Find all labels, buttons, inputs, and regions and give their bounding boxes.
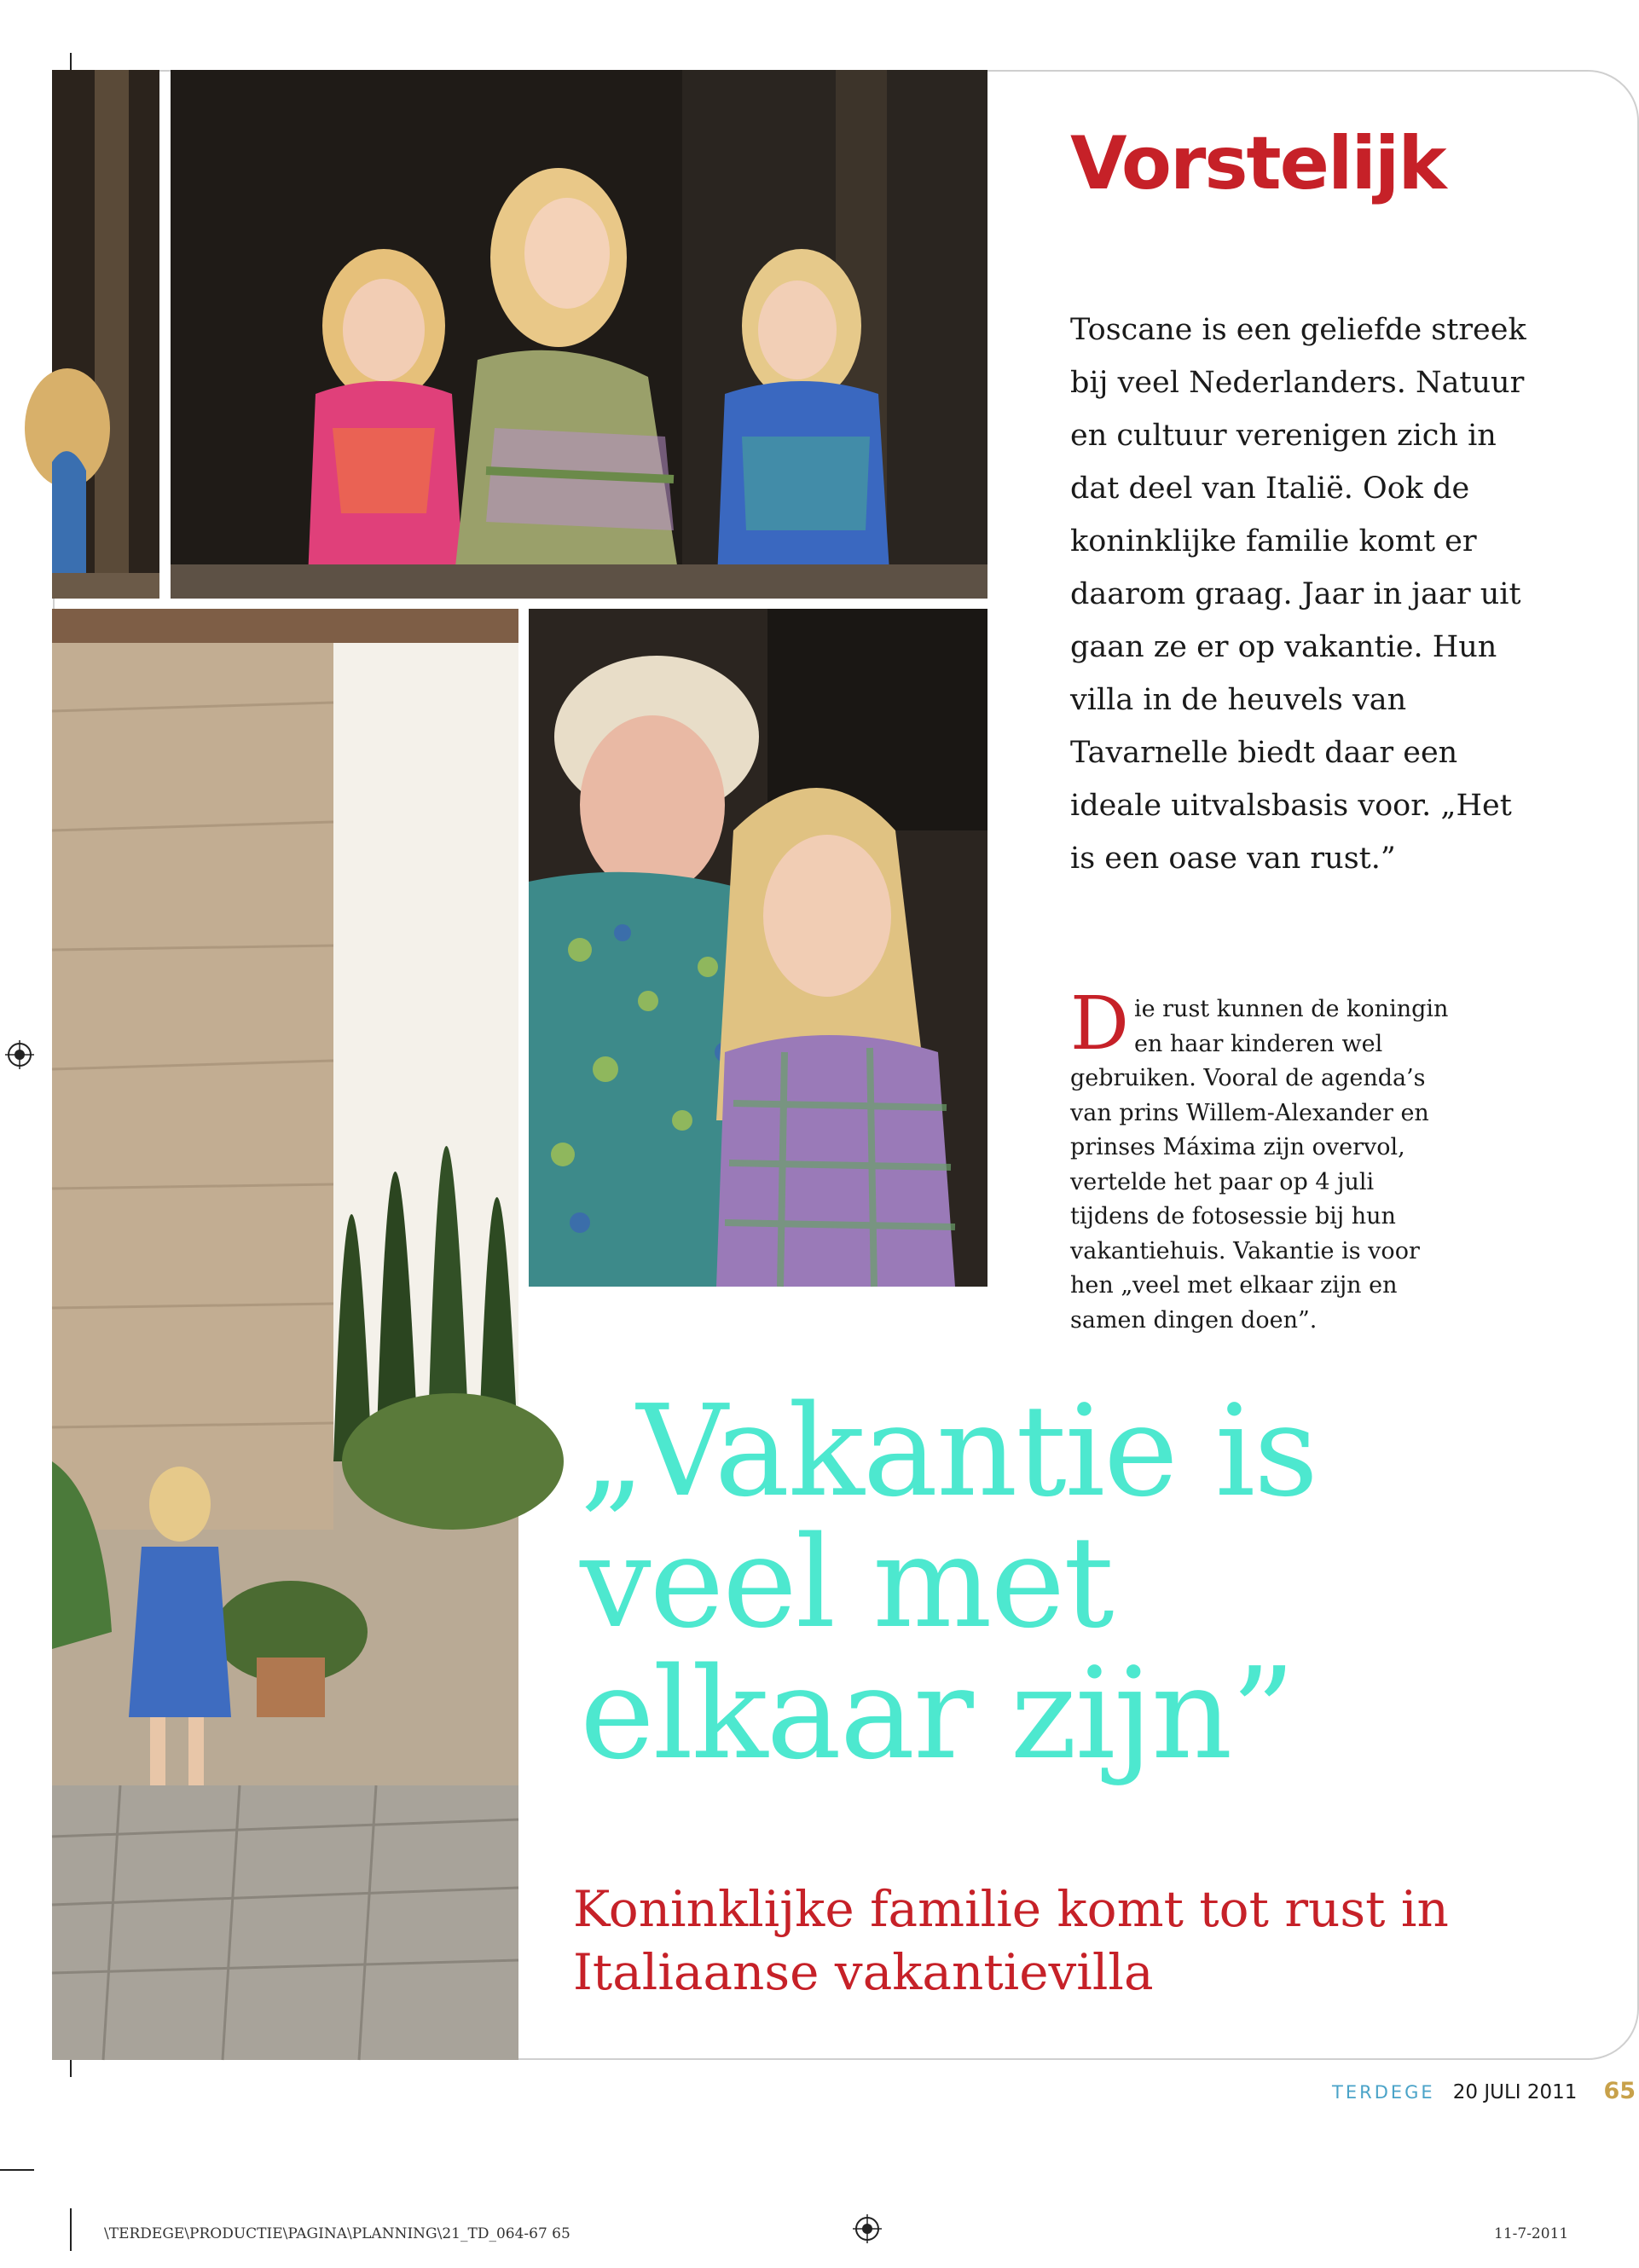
- page-folio: [1332, 2078, 1636, 2104]
- crop-mark-bottom-left: [70, 2060, 72, 2077]
- page-number: 65: [1603, 2078, 1636, 2104]
- drop-cap: D: [1070, 981, 1129, 1067]
- article-subtitle: Koninklijke familie komt tot rust in Italiaanse vakantievilla: [573, 1880, 1449, 2001]
- registration-mark-icon: [5, 1040, 34, 1069]
- registration-mark-bottom-icon: [853, 2214, 882, 2243]
- crop-mark-slug-left: [70, 2208, 72, 2251]
- issue-date: 20 JULI 2011: [1452, 2081, 1578, 2103]
- crop-mark-bottom-left-h: [0, 2169, 34, 2171]
- print-slug-date: 11-7-2011: [1494, 2225, 1569, 2242]
- crop-mark-top-left: [70, 53, 72, 70]
- photo-girl-partial: [52, 70, 159, 599]
- photo-queen-and-granddaughter: [529, 609, 987, 1287]
- print-slug-path: \TERDEGE\PRODUCTIE\PAGINA\PLANNING\21_TD_064-67 65: [104, 2225, 570, 2242]
- publication-name: TERDEGE: [1332, 2082, 1435, 2103]
- section-title: Vorstelijk: [1070, 121, 1445, 206]
- body-text: ie rust kunnen de koningin en haar kinderen wel gebruiken. Vooral de agenda’s van prins Willem-Alexander en prinses Máxima zijn overvol, vertelde het paar op 4 juli tijdens de fotosessie bij hun vakantiehuis. Vakantie is voor hen „veel met elkaar zijn en samen dingen doen”.: [1070, 996, 1449, 1334]
- pull-quote: „Vakantie is veel met elkaar zijn”: [580, 1378, 1318, 1787]
- intro-paragraph: Toscane is een geliefde streek bij veel Nederlanders. Natuur en cultuur verenigen zich in dat deel van Italië. Ook de koninklijke familie komt er daarom graag. Jaar in jaar uit gaan ze er op vakantie. Hun villa in de heuvels van Tavarnelle biedt daar een ideale uitvalsbasis voor. „Het is een oase van rust.”: [1070, 313, 1526, 876]
- photo-villa-courtyard: [52, 609, 518, 2060]
- photo-three-princesses: [171, 70, 987, 599]
- body-paragraph: [1070, 981, 1458, 1338]
